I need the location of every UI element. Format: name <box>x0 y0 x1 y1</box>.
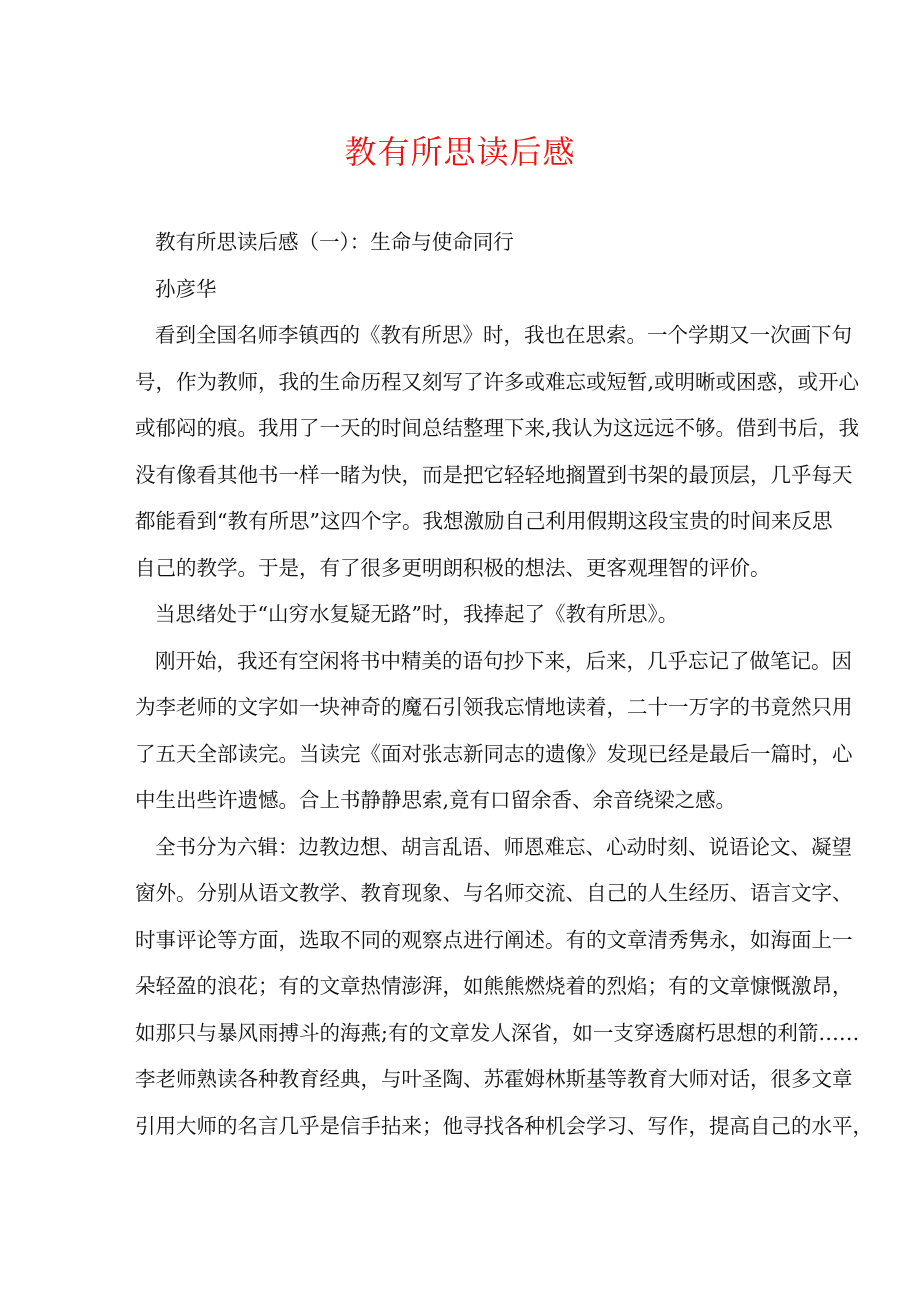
paragraph-line: 中生出些许遗憾。合上书静静思索,竟有口留余香、余音绕梁之感。 <box>135 788 737 812</box>
document-body <box>135 219 873 1149</box>
paragraph-line: 了五天全部读完。当读完《面对张志新同志的遗像》发现已经是最后一篇时，心 <box>135 741 853 766</box>
paragraph-1 <box>135 312 860 591</box>
paragraph-line: 引用大师的名言几乎是信手拈来；他寻找各种机会学习、写作，提高自己的水平， <box>135 1113 873 1138</box>
paragraph-line: 自己的教学。于是，有了很多更明朗积极的想法、更客观理智的评价。 <box>135 555 771 580</box>
paragraph-line: 都能看到“教有所思”这四个字。我想激励自己利用假期这段宝贵的时间来反思 <box>135 509 833 533</box>
paragraph-line: 或郁闷的痕。我用了一天的时间总结整理下来,我认为这远远不够。借到书后，我 <box>135 416 860 440</box>
paragraph-4 <box>135 824 873 1150</box>
paragraph-line: 看到全国名师李镇西的《教有所思》时，我也在思索。一个学期又一次画下句 <box>155 323 852 347</box>
paragraph-line: 如那只与暴风雨搏斗的海燕;有的文章发人深省，如一支穿透腐朽思想的利箭…… <box>135 1020 860 1045</box>
paragraph-line: 号，作为教师，我的生命历程又刻写了许多或难忘或短暂,或明晰或困惑，或开心 <box>135 369 860 394</box>
paragraph-line: 窗外。分别从语文教学、教育现象、与名师交流、自己的人生经历、语言文字、 <box>135 881 853 905</box>
document-title: 教有所思读后感 <box>344 133 576 171</box>
section-heading: 教有所思读后感（一）：生命与使命同行 <box>155 230 514 254</box>
paragraph-line: 为李老师的文字如一块神奇的魔石引领我忘情地读着，二十一万字的书竟然只用 <box>135 695 853 719</box>
author-name: 孙彦华 <box>155 276 217 301</box>
paragraph-line: 时事评论等方面，选取不同的观察点进行阐述。有的文章清秀隽永，如海面上一 <box>135 927 853 952</box>
paragraph-line: 朵轻盈的浪花；有的文章热情澎湃，如熊熊燃烧着的烈焰；有的文章慷慨激昂， <box>135 974 853 998</box>
paragraph-3 <box>135 638 853 824</box>
paragraph-line: 没有像看其他书一样一睹为快，而是把它轻轻地搁置到书架的最顶层，几乎每天 <box>135 462 853 487</box>
paragraph-2: 当思绪处于“山穷水复疑无路”时，我捧起了《教有所思》。 <box>155 602 679 626</box>
paragraph-line: 李老师熟读各种教育经典，与叶圣陶、苏霍姆林斯基等教育大师对话，很多文章 <box>135 1067 853 1091</box>
paragraph-line: 刚开始，我还有空闲将书中精美的语句抄下来，后来，几乎忘记了做笔记。因 <box>155 648 852 673</box>
paragraph-line: 全书分为六辑：边教边想、胡言乱语、师恩难忘、心动时刻、说语论文、凝望 <box>155 834 852 859</box>
